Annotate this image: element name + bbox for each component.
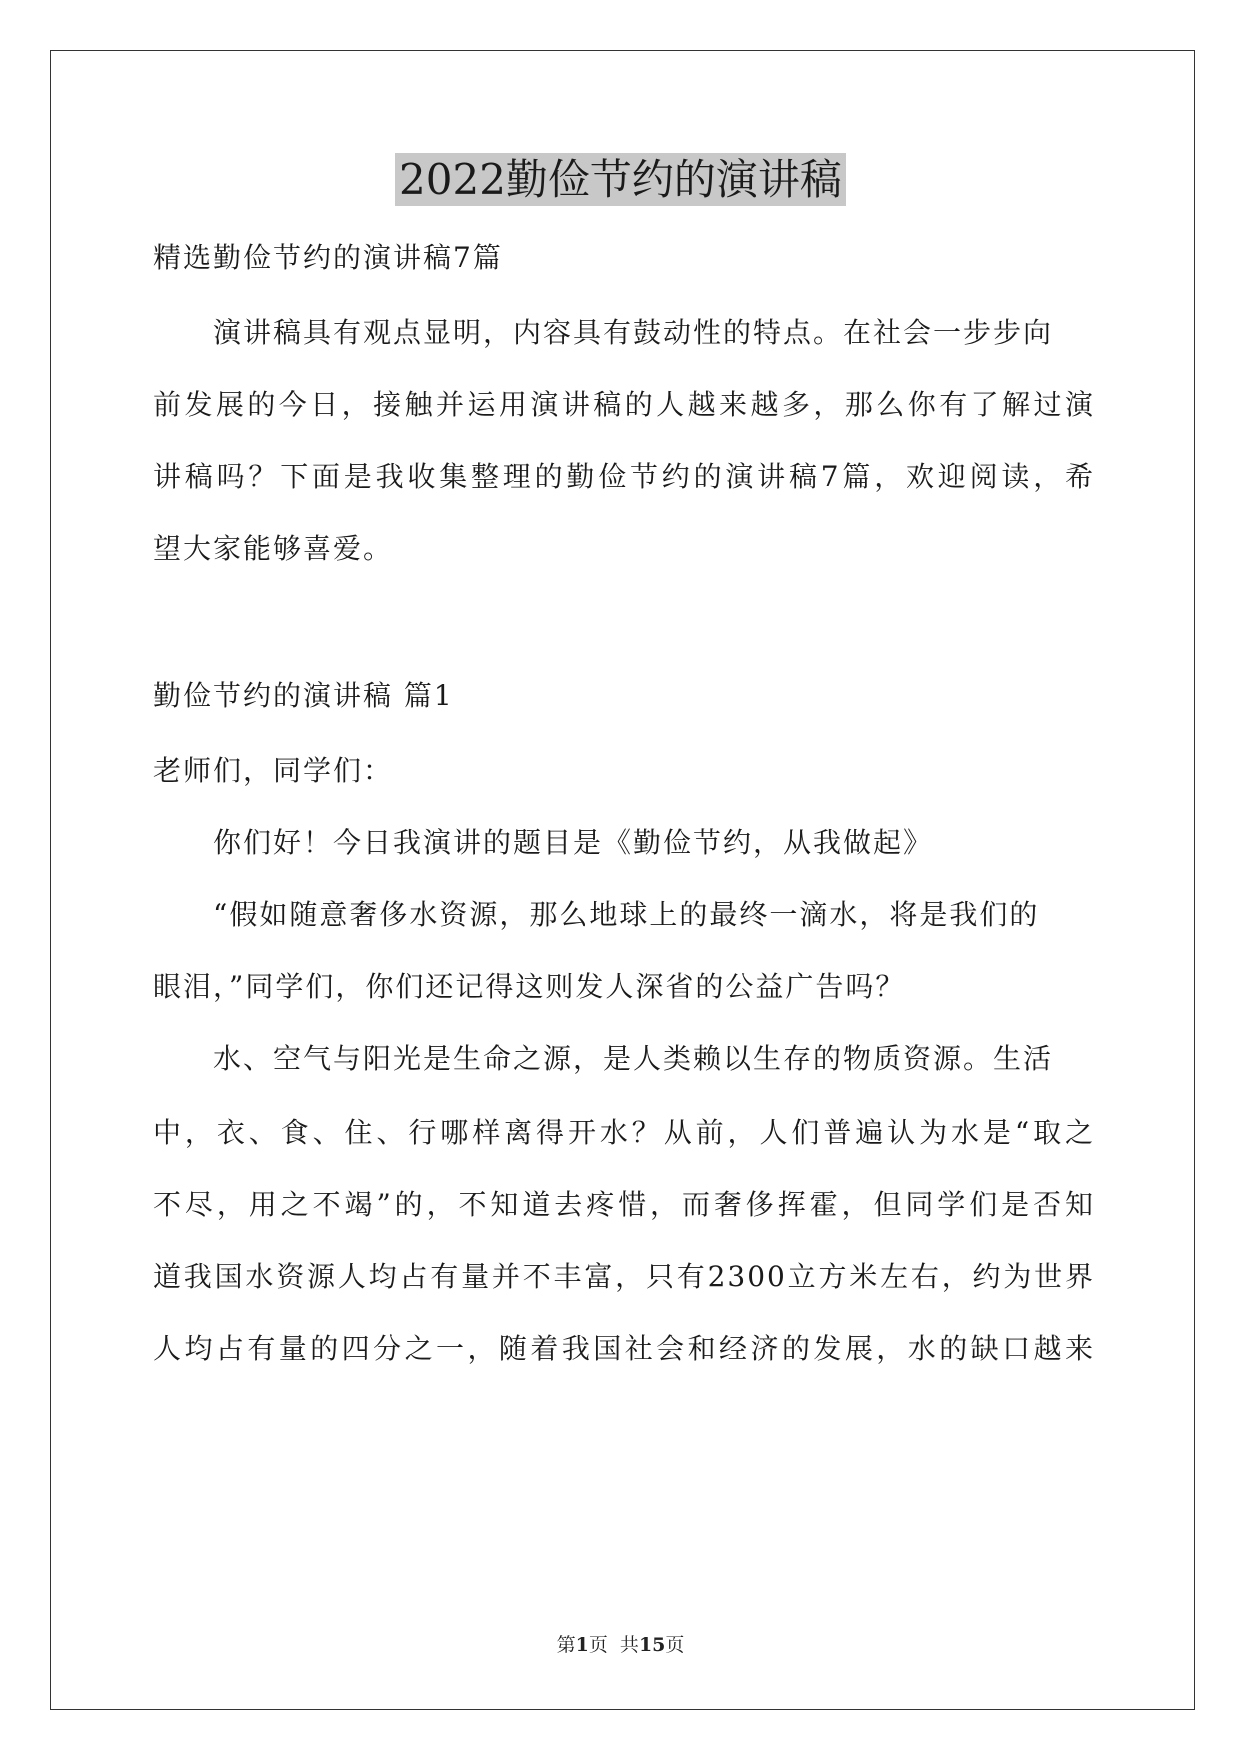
body-line: 水、空气与阳光是生命之源，是人类赖以生存的物质资源。生活 <box>213 1042 1054 1075</box>
body-line: 人均占有量的四分之一，随着我国社会和经济的发展，水的缺口越来 <box>153 1332 1095 1365</box>
intro-line: 演讲稿具有观点显明，内容具有鼓动性的特点。在社会一步步向 <box>213 316 1054 349</box>
body-line: 不尽，用之不竭”的，不知道去疼惜，而奢侈挥霍，但同学们是否知 <box>153 1188 1095 1221</box>
footer-mid: 页 共 <box>588 1634 639 1656</box>
intro-line: 讲稿吗？下面是我收集整理的勤俭节约的演讲稿7篇，欢迎阅读，希 <box>153 460 1095 493</box>
subtitle: 精选勤俭节约的演讲稿7篇 <box>153 241 503 274</box>
footer-page-number: 1 <box>575 1634 589 1656</box>
body-line: 道我国水资源人均占有量并不丰富，只有2300立方米左右，约为世界 <box>153 1260 1095 1293</box>
page-footer <box>0 1630 1241 1657</box>
footer-total-pages: 15 <box>638 1634 666 1656</box>
quote-line: 眼泪，”同学们，你们还记得这则发人深省的公益广告吗？ <box>153 970 906 1003</box>
salutation: 老师们，同学们： <box>153 754 394 787</box>
page-frame <box>50 50 1195 1710</box>
footer-suffix: 页 <box>665 1634 685 1656</box>
body-line: 中，衣、食、住、行哪样离得开水？从前，人们普遍认为水是“取之 <box>153 1116 1095 1149</box>
section-heading: 勤俭节约的演讲稿 篇1 <box>153 679 454 712</box>
intro-line: 望大家能够喜爱。 <box>153 532 394 565</box>
greeting: 你们好！今日我演讲的题目是《勤俭节约，从我做起》 <box>213 826 934 859</box>
document-title-text: 2022勤俭节约的演讲稿 <box>395 153 846 206</box>
quote-line: “假如随意奢侈水资源，那么地球上的最终一滴水，将是我们的 <box>213 898 1040 931</box>
document-title <box>0 152 1241 208</box>
intro-line: 前发展的今日，接触并运用演讲稿的人越来越多，那么你有了解过演 <box>153 388 1095 421</box>
footer-prefix: 第 <box>556 1634 576 1656</box>
